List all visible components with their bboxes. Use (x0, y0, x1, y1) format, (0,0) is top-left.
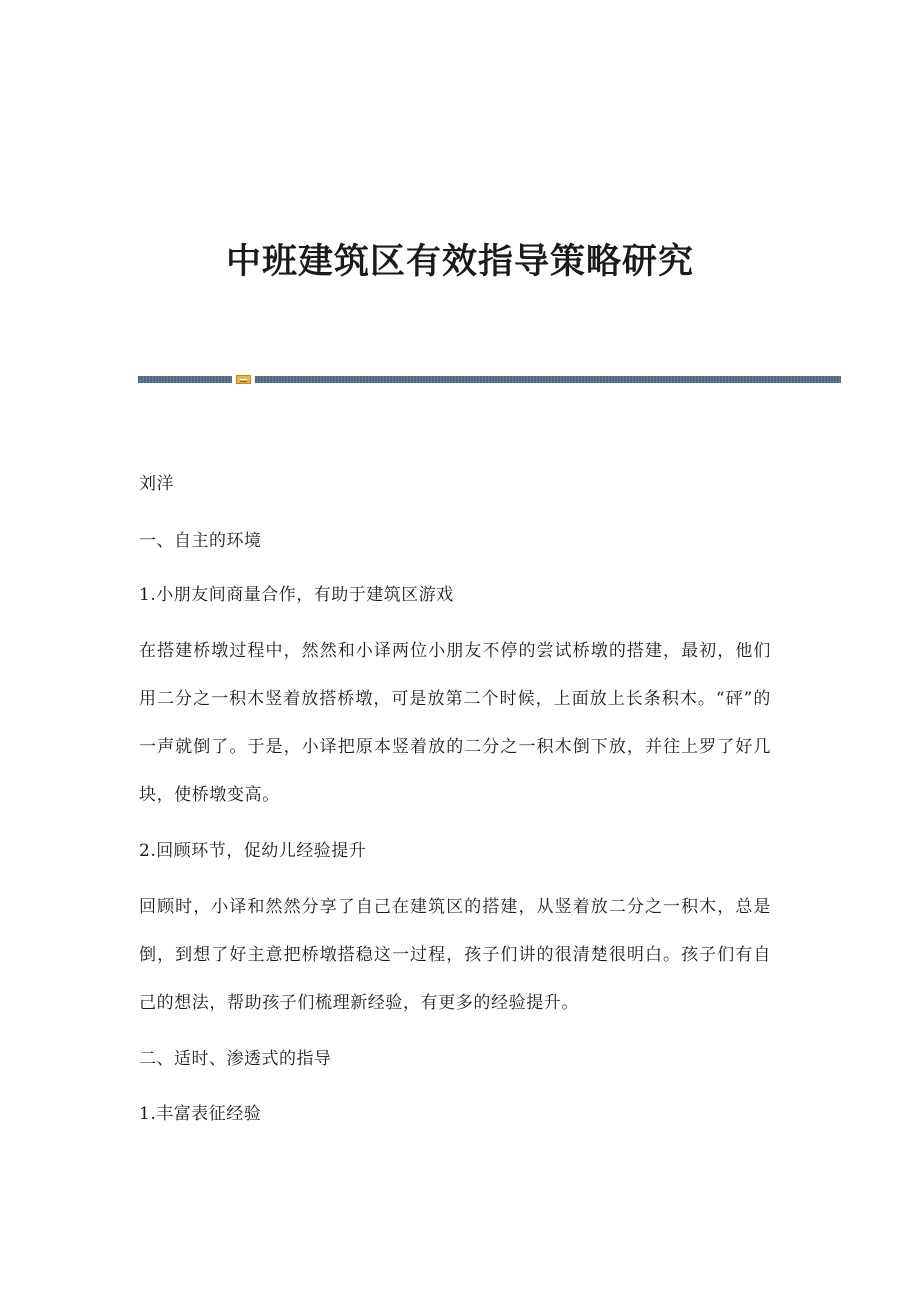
divider-bar-right (255, 376, 841, 383)
subsection-heading-1-2: 2.回顾环节，促幼儿经验提升 (139, 841, 367, 861)
divider-bar-left (138, 376, 232, 383)
subsection-heading-1-1: 1.小朋友间商量合作，有助于建筑区游戏 (139, 585, 454, 605)
document-title: 中班建筑区有效指导策略研究 (225, 241, 694, 283)
title-divider (138, 375, 841, 384)
author-name: 刘洋 (139, 474, 174, 494)
divider-ornament-icon (236, 375, 251, 384)
section-heading-2: 二、适时、渗透式的指导 (139, 1049, 332, 1069)
paragraph-1: 在搭建桥墩过程中，然然和小译两位小朋友不停的尝试桥墩的搭建，最初，他们用二分之一积木竖着放搭桥墩，可是放第二个时候，上面放上长条积木。“砰”的一声就倒了。于是，小译把原本竖着放的二分之一积木倒下放，并往上罗了好几块，使桥墩变高。 (139, 641, 771, 805)
section-heading-1: 一、自主的环境 (139, 531, 262, 551)
subsection-heading-2-1: 1.丰富表征经验 (139, 1104, 262, 1124)
paragraph-2: 回顾时，小译和然然分享了自己在建筑区的搭建，从竖着放二分之一积木，总是倒，到想了好主意把桥墩搭稳这一过程，孩子们讲的很清楚很明白。孩子们有自己的想法，帮助孩子们梳理新经验，有更多的经验提升。 (139, 897, 771, 1013)
